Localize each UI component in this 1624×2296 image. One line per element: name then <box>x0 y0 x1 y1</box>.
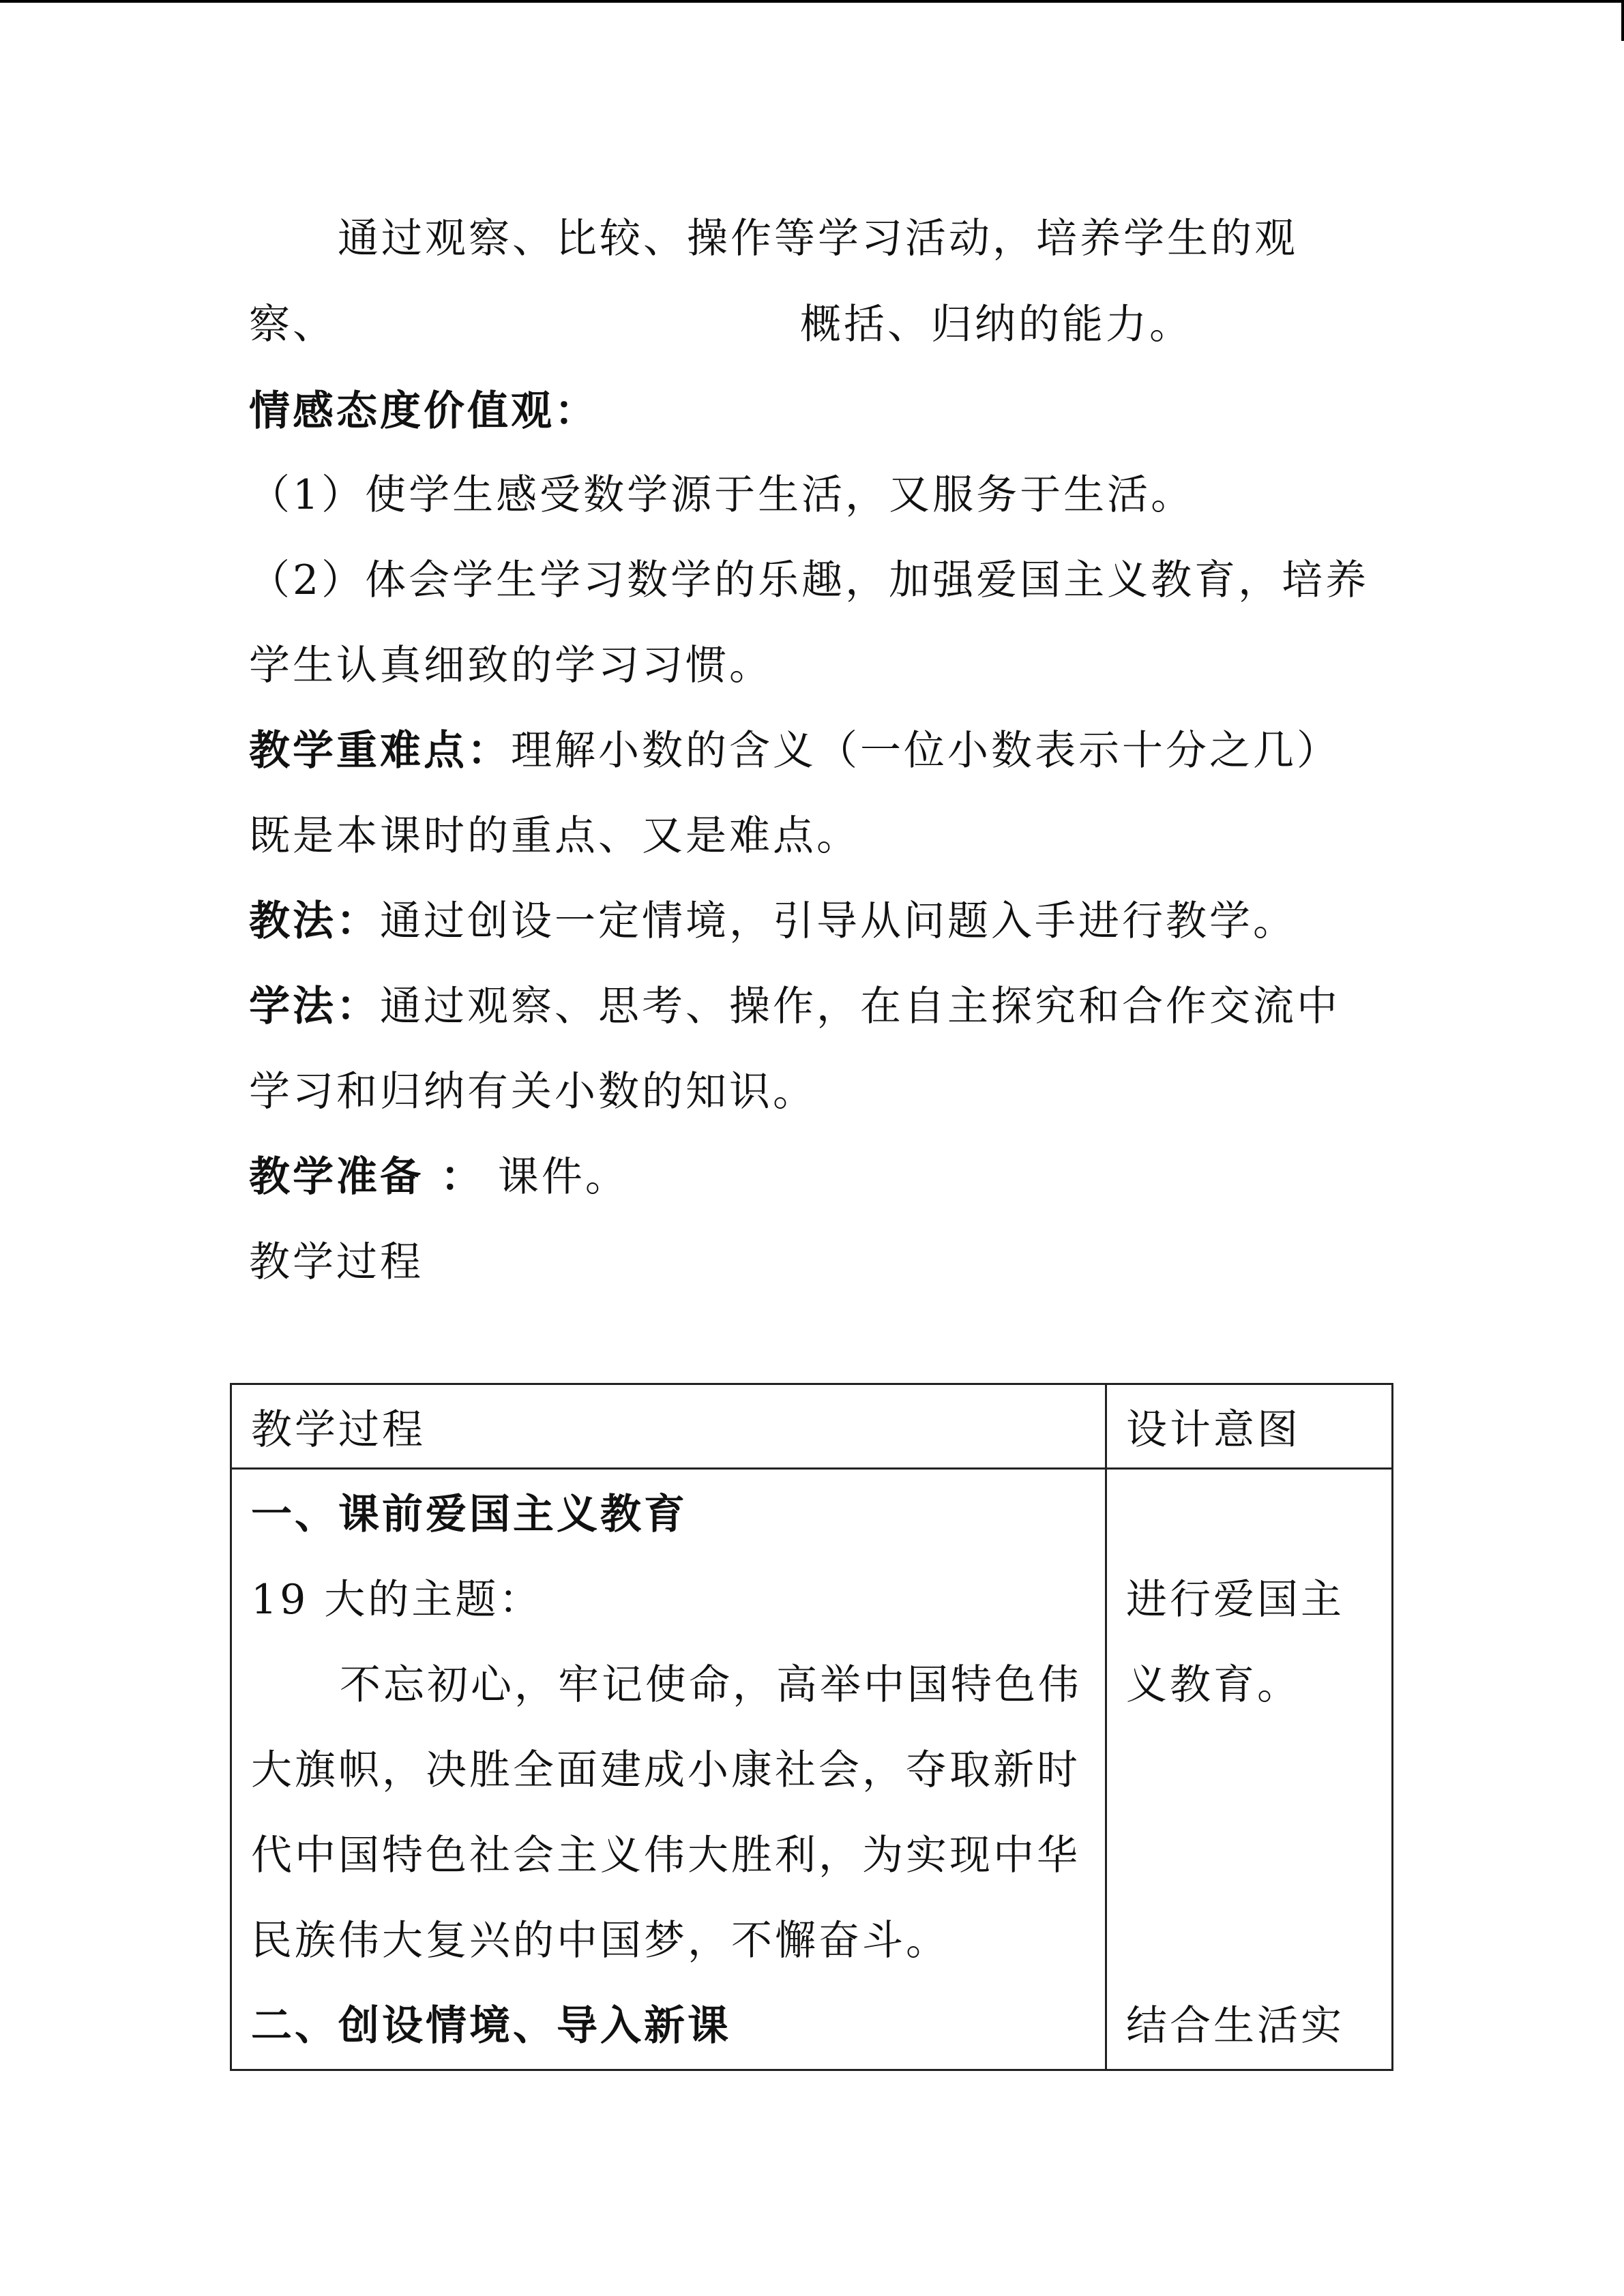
process-table <box>230 1383 1393 2071</box>
objectives-line-2 <box>249 300 1374 349</box>
objectives-line-2-end: 概括、归纳的能力。 <box>800 301 1193 348</box>
study-line-1 <box>249 982 1374 1031</box>
objectives-line-2-start: 察、 <box>249 301 336 348</box>
table-header-row <box>231 1384 1393 1469</box>
header-cell-intent <box>1106 1384 1393 1469</box>
prep-line <box>249 1152 1374 1202</box>
section-1-para-4: 民族伟大复兴的中国梦，不懈奋斗。 <box>251 1917 949 1965</box>
emotion-heading: 情感态度价值观： <box>249 387 598 435</box>
intent-blank-4 <box>1126 1898 1391 1984</box>
emotion-item-2a: （2）体会学生学习数学的乐趣，加强爱国主义教育，培养 <box>249 556 1370 604</box>
process-title: 教学过程 <box>249 1238 424 1286</box>
intent-content-cell <box>1106 1469 1393 2070</box>
intent-blank-3 <box>1126 1813 1391 1898</box>
section-1-title: 一、课前爱国主义教育 <box>251 1491 688 1538</box>
emotion-item-2b: 学生认真细致的学习习惯。 <box>249 642 773 689</box>
key-points-line-2: 既是本课时的重点、又是难点。 <box>249 812 860 860</box>
intent-2-line: 结合生活实 <box>1126 2002 1344 2050</box>
intent-blank-2 <box>1126 1728 1391 1813</box>
section-2-title: 二、创设情境、导入新课 <box>251 2002 731 2050</box>
key-points-label: 教学重难点： <box>249 727 511 775</box>
study-label: 学法： <box>249 983 380 1030</box>
emotion-item-1: （1）使学生感受数学源于生活，又服务于生活。 <box>249 471 1195 519</box>
method-text: 通过创设一定情境，引导从问题入手进行教学。 <box>380 897 1297 945</box>
study-line-2: 学习和归纳有关小数的知识。 <box>249 1068 816 1116</box>
method-label: 教法： <box>249 897 380 945</box>
intent-1-line-b: 义教育。 <box>1126 1661 1301 1709</box>
study-text: 通过观察、思考、操作，在自主探究和合作交流中 <box>380 983 1340 1030</box>
section-1-line-1: 19 大的主题： <box>251 1576 543 1624</box>
header-process-label: 教学过程 <box>251 1406 426 1454</box>
intent-blank <box>1126 1472 1391 1557</box>
section-1-para-3: 代中国特色社会主义伟大胜利，为实现中华 <box>251 1832 1080 1879</box>
header-cell-process <box>231 1384 1106 1469</box>
section-1-para-2: 大旗帜，决胜全面建成小康社会，夺取新时 <box>251 1746 1080 1794</box>
prep-text: 课件。 <box>497 1153 629 1201</box>
process-content-cell <box>231 1469 1106 2070</box>
key-points-line-1 <box>249 726 1374 775</box>
table-body-row <box>231 1469 1393 2070</box>
key-points-text: 理解小数的含义（一位小数表示十分之几） <box>511 727 1340 775</box>
prep-label: 教学准备 ： <box>249 1153 484 1201</box>
section-1-para-1: 不忘初心，牢记使命，高举中国特色伟 <box>340 1661 1082 1709</box>
objectives-line-1: 通过观察、比较、操作等学习活动，培养学生的观 <box>338 215 1298 263</box>
method-line <box>249 897 1374 946</box>
header-intent-label: 设计意图 <box>1126 1406 1301 1454</box>
intent-1-line-a: 进行爱国主 <box>1126 1576 1344 1624</box>
